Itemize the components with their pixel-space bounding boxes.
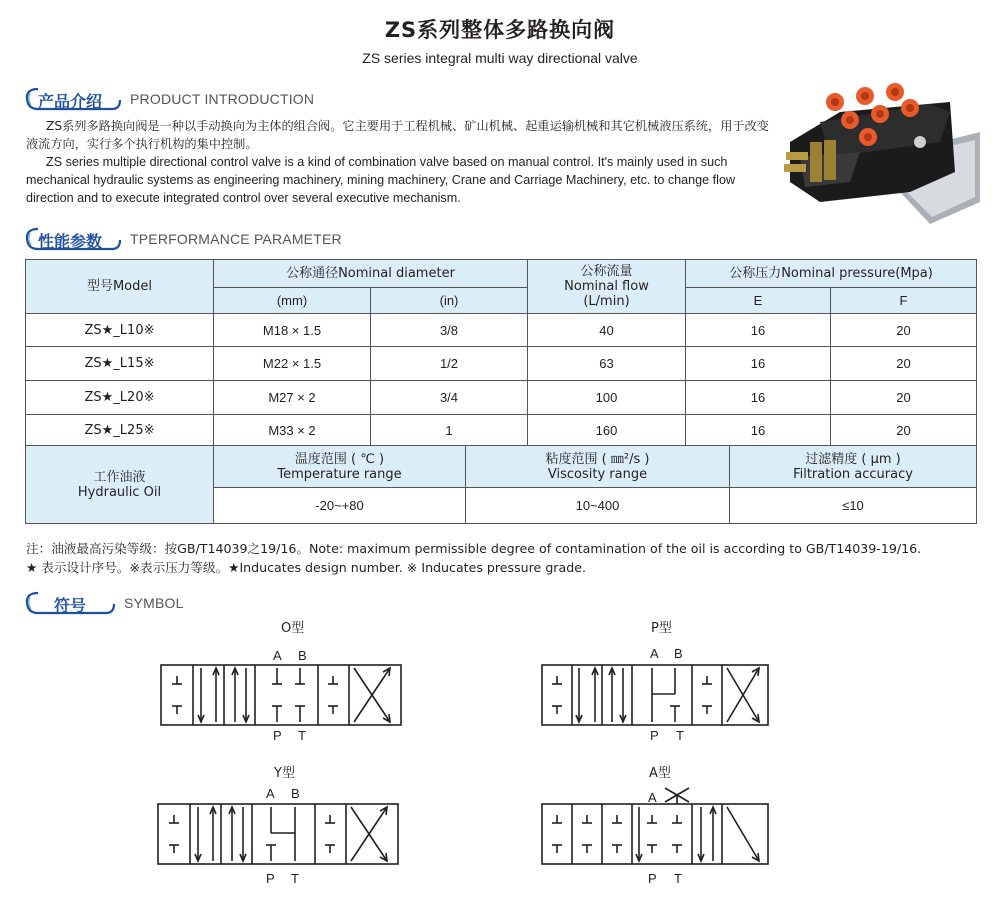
cell-e: 16: [686, 314, 831, 347]
port-b: B: [298, 648, 307, 663]
section-title-en: PRODUCT INTRODUCTION: [130, 91, 315, 107]
cell-e: 16: [686, 347, 831, 381]
symbol-a-label: A型: [649, 766, 671, 781]
oil-label-en: Hydraulic Oil: [77, 484, 162, 500]
header-f: F: [831, 288, 977, 314]
port-t: T: [674, 871, 682, 886]
section-header-intro: [24, 86, 314, 112]
port-a: A: [266, 786, 275, 801]
cell-flow: 100: [528, 381, 686, 415]
table-row: [26, 314, 977, 347]
header-flow-cn: 公称流量: [580, 264, 633, 279]
section-title-cn: 性能参数: [38, 232, 103, 251]
port-p: P: [273, 728, 282, 743]
cell-model: ZS★_L15※: [26, 347, 214, 381]
cell-model: ZS★_L25※: [26, 415, 214, 447]
section-title-en: TPERFORMANCE PARAMETER: [130, 231, 342, 247]
hydraulic-oil-table: [25, 445, 977, 524]
valve-symbol-o: [160, 664, 402, 726]
section-badge: [24, 87, 122, 111]
intro-text-en: ZS series multiple directional control valve is a kind of combination valve based on manual control. It's mainly used in such mechanical hydraulic systems as engineering machinery, mining machinery, Crane and Carriage Machinery, etc. to change flow direction and to execute integrated control over several executive mechanism.: [26, 155, 736, 205]
section-header-symbol: [24, 590, 184, 616]
cell-flow: 63: [528, 347, 686, 381]
valve-product-image: [780, 82, 980, 224]
port-a: A: [650, 646, 659, 661]
header-viscosity: [466, 446, 730, 488]
header-model: 型号Model: [26, 260, 214, 314]
cell-in: 1/2: [371, 347, 528, 381]
temp-en: Temperature range: [277, 466, 402, 482]
oil-label: [26, 446, 214, 524]
cell-in: 3/8: [371, 314, 528, 347]
cell-flow: 40: [528, 314, 686, 347]
table-row: [26, 347, 977, 381]
header-in: (in): [371, 288, 528, 314]
cell-f: 20: [831, 314, 977, 347]
cell-f: 20: [831, 381, 977, 415]
cell-f: 20: [831, 415, 977, 447]
table-row: [26, 381, 977, 415]
valve-symbol-p: [541, 664, 769, 726]
header-temperature: [214, 446, 466, 488]
port-t: T: [676, 728, 684, 743]
temp-cn: 温度范围 ( ℃ ): [294, 451, 385, 467]
symbol-o-label: O型: [281, 621, 305, 636]
cell-in: 3/4: [371, 381, 528, 415]
visc-value: 10~400: [466, 488, 730, 524]
section-title-en: SYMBOL: [124, 595, 184, 611]
cell-model: ZS★_L10※: [26, 314, 214, 347]
cell-mm: M18 × 1.5: [214, 314, 371, 347]
visc-cn: 粘度范围 ( ㎜²/s ): [545, 451, 650, 467]
header-flow-en: Nominal flow: [564, 279, 649, 294]
temp-value: -20~+80: [214, 488, 466, 524]
page-subtitle: ZS series integral multi way directional valve: [362, 50, 638, 66]
oil-label-cn: 工作油液: [93, 469, 146, 485]
header-nominal-pressure: 公称压力Nominal pressure(Mpa): [686, 260, 977, 288]
port-p: P: [648, 871, 657, 886]
cell-mm: M22 × 1.5: [214, 347, 371, 381]
symbol-y-label: Y型: [274, 766, 295, 781]
port-b: B: [291, 786, 300, 801]
header-nominal-diameter: 公称通径Nominal diameter: [214, 260, 528, 288]
intro-text: [26, 117, 778, 207]
header-e: E: [686, 288, 831, 314]
cell-mm: M33 × 2: [214, 415, 371, 447]
intro-text-cn: ZS系列多路换向阀是一种以手动换向为主体的组合阀。它主要用于工程机械、矿山机械、起重运输机械和其它机械液压系统，用于改变液流方向，实行多个执行机构的集中控制。: [26, 119, 769, 151]
cell-model: ZS★_L20※: [26, 381, 214, 415]
performance-table: [25, 259, 977, 447]
filt-cn: 过滤精度 ( μm ): [805, 451, 901, 467]
cell-e: 16: [686, 381, 831, 415]
cell-flow: 160: [528, 415, 686, 447]
valve-symbol-y: [157, 803, 399, 865]
table-row: [26, 415, 977, 447]
port-a: A: [273, 648, 282, 663]
cell-e: 16: [686, 415, 831, 447]
section-badge: [24, 591, 116, 615]
symbol-p-label: P型: [651, 621, 672, 636]
header-filtration: [730, 446, 977, 488]
cell-in: 1: [371, 415, 528, 447]
filt-value: ≤10: [730, 488, 977, 524]
section-title-cn: 产品介绍: [38, 92, 103, 111]
port-a: A: [648, 790, 657, 805]
section-badge: [24, 227, 122, 251]
section-title-cn: 符号: [54, 596, 87, 615]
note-designation: ★ 表示设计序号。※表示压力等级。★Inducates design number. ※ Inducates pressure grade.: [26, 560, 586, 575]
port-b: B: [674, 646, 683, 661]
section-header-performance: [24, 226, 342, 252]
note-contamination: 注：油液最高污染等级：按GB/T14039之19/16。Note: maximum permissible degree of contamination of the oil is according to GB/T14039-19/16.: [26, 541, 922, 556]
valve-symbol-a: [541, 783, 769, 865]
header-flow-unit: (L/min): [583, 294, 630, 309]
port-p: P: [650, 728, 659, 743]
page-title: ZS系列整体多路换向阀: [384, 18, 616, 42]
port-t: T: [298, 728, 306, 743]
visc-en: Viscosity range: [547, 466, 648, 482]
header-nominal-flow: [528, 260, 686, 314]
cell-f: 20: [831, 347, 977, 381]
header-mm: (mm): [214, 288, 371, 314]
port-t: T: [291, 871, 299, 886]
filt-en: Filtration accuracy: [793, 466, 913, 482]
cell-mm: M27 × 2: [214, 381, 371, 415]
port-p: P: [266, 871, 275, 886]
